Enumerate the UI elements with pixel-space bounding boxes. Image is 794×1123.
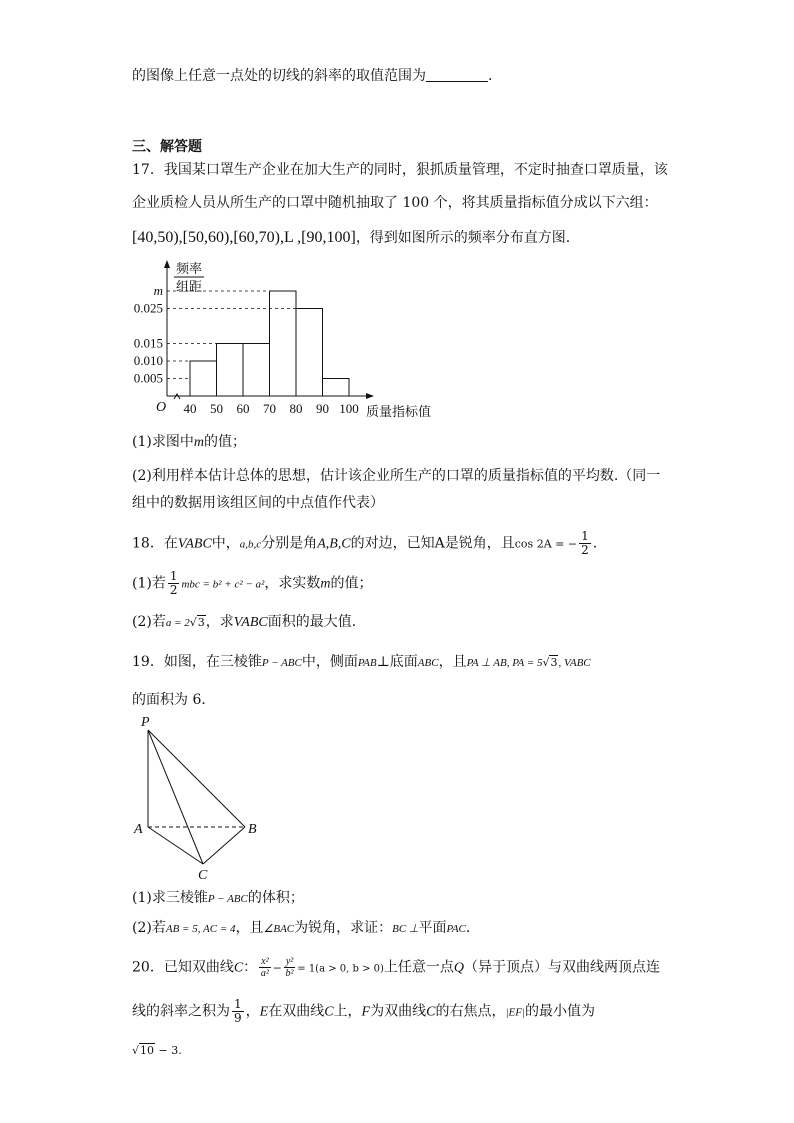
x-axis-arrow	[366, 393, 374, 399]
histogram-bar	[243, 344, 270, 397]
edge-BC	[203, 827, 245, 864]
vertex-label-B: B	[248, 822, 257, 837]
q18-sub1: (1)若 $\frac{1}{2}$ mbc = b² + c² − a²，求实数m的值；	[132, 569, 373, 597]
q19-line2: 的面积为 6．	[132, 692, 216, 708]
intro-line: 的图像上任意一点处的切线的斜率的取值范围为 .	[132, 68, 493, 84]
histogram-bar	[190, 361, 217, 396]
edge-AC	[148, 827, 203, 864]
vertex-label-A: A	[134, 822, 143, 837]
x-tick-label: 80	[289, 401, 303, 416]
q18-sub2: (2)若a = 2√3，求VABC面积的最大值．	[132, 614, 366, 630]
vertex-label-P: P	[141, 715, 150, 730]
q20-line3: √10 − 3.	[132, 1044, 182, 1057]
vertex-label-C: C	[198, 868, 208, 883]
x-tick-labels	[184, 401, 359, 416]
q17-sub2-line2: 组中的数据用该组区间的中点值作代表）	[132, 495, 384, 511]
q17-line1: 17．我国某口罩生产企业在加大生产的同时，狠抓质量管理，不定时抽查口罩质量，该	[132, 162, 668, 178]
x-tick-label: 50	[210, 401, 223, 416]
x-tick-label: 100	[339, 401, 359, 416]
origin-label: O	[156, 400, 167, 415]
histogram-bars	[190, 291, 349, 396]
ylabel-bottom: 组距	[176, 280, 203, 295]
y-tick-label: m	[153, 283, 163, 298]
q19-line1: 19．如图，在三棱锥P − ABC中，侧面PAB⊥底面ABC，且PA ⊥ AB, PA = 5√3, VABC	[132, 654, 591, 670]
x-tick-label: 60	[236, 401, 250, 416]
q18-line1: 18．在VABC中，a,b,c分别是角A,B,C的对边，已知A是锐角，且cos 2A = − $\frac{1}{2}$ .	[132, 529, 598, 557]
x-tick-label: 70	[263, 401, 276, 416]
q19-sub1: (1)求三棱锥P − ABC的体积；	[132, 890, 304, 906]
q17-sub1: (1)求图中m的值；	[132, 434, 246, 450]
ylabel-top: 频率	[176, 262, 203, 277]
answer-blank	[426, 67, 488, 82]
q17-line2: 企业质检人员从所生产的口罩中随机抽取了 100 个，将其质量指标值分成以下六组：	[132, 195, 658, 211]
y-tick-label: 0.005	[133, 370, 163, 386]
x-tick-label: 40	[183, 401, 197, 416]
histogram-bar	[217, 344, 244, 397]
histogram-bar	[270, 291, 297, 396]
histogram-bar	[323, 379, 350, 397]
q19-sub2: (2)若AB = 5, AC = 4，且∠BAC为锐角，求证：BC ⊥平面PAC．	[132, 920, 480, 936]
edge-PB	[148, 730, 245, 827]
x-axis-label: 质量指标值	[366, 405, 432, 420]
y-axis-arrow	[164, 260, 170, 268]
histogram-bar	[296, 309, 323, 397]
pyramid-figure	[130, 712, 270, 882]
frequency-histogram	[133, 258, 460, 428]
q17-intervals: [40,50),[50,60),[60,70),L ,[90,100]	[132, 229, 356, 246]
x-tick-label: 90	[316, 401, 329, 416]
y-tick-labels	[134, 283, 163, 386]
histogram-dashed-guides	[167, 291, 296, 379]
y-tick-label: 0.025	[133, 300, 163, 316]
section-title: 三、解答题	[132, 139, 202, 155]
y-tick-label: 0.015	[133, 335, 163, 351]
q17-line3: [40,50),[50,60),[60,70),L ,[90,100]，得到如图所示的频率分布直方图.	[132, 229, 571, 246]
y-tick-label: 0.010	[133, 353, 163, 368]
edge-PC	[148, 730, 203, 864]
q17-sub2-line1: (2)利用样本估计总体的思想，估计该企业所生产的口罩的质量指标值的平均数.（同一	[132, 468, 661, 484]
q18-fraction: $\frac{1}{2}$	[581, 529, 589, 557]
q20-line1: 20．已知双曲线C： $\frac{\text{x²}}{\text{a²}}$ − $\frac{\text{y²}}{\text{b²}}$ = 1(a > 0, b > 0)上任意一点Q（异于顶点）与双曲线两顶点连	[132, 956, 661, 979]
q20-line2: 线的斜率之积为 $\frac{1}{9}$ ，E在双曲线C上，F为双曲线C的右焦点，|EF|的最小值为	[132, 997, 595, 1025]
